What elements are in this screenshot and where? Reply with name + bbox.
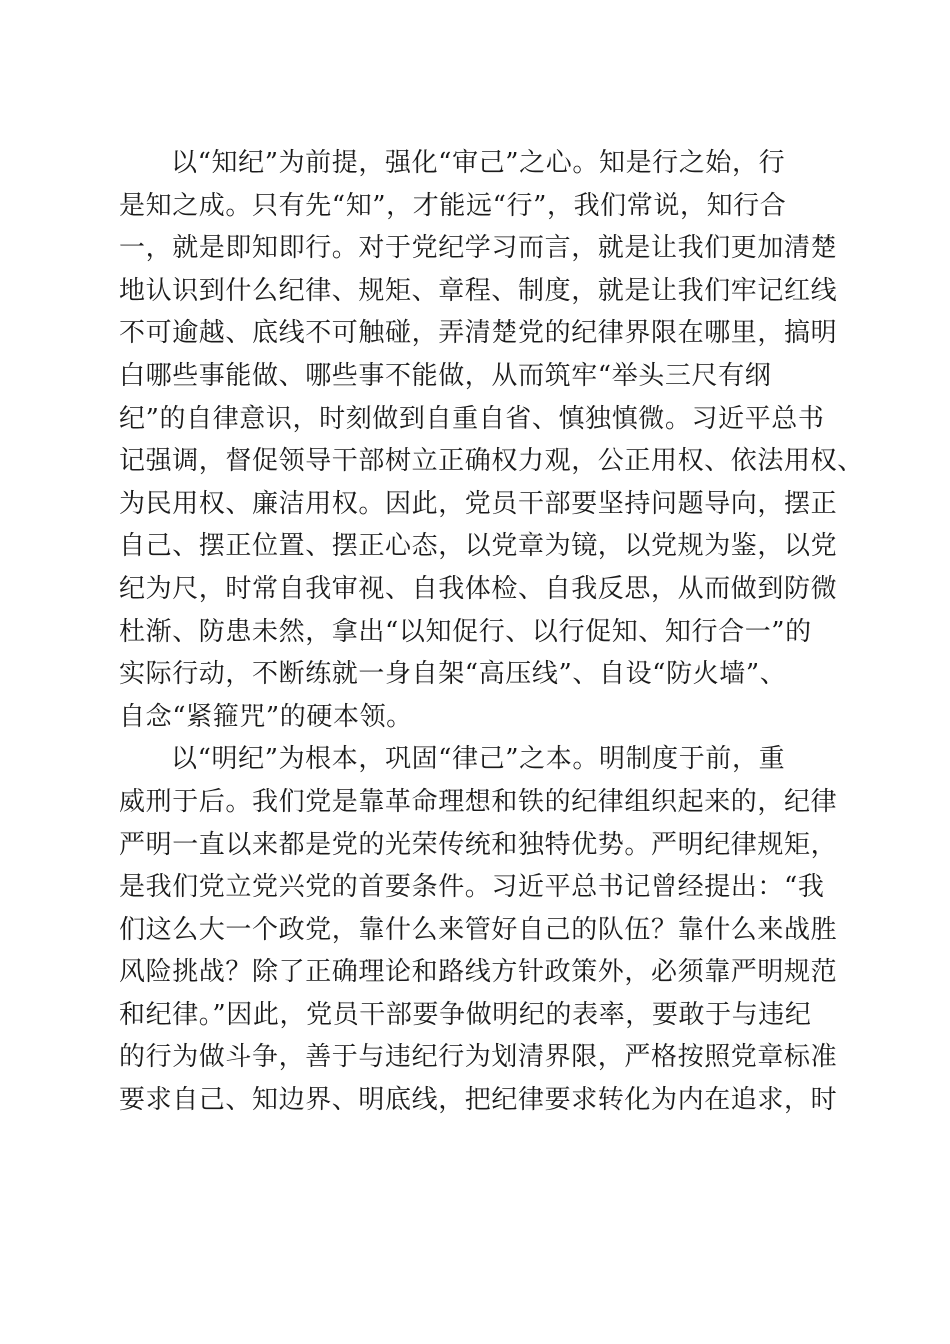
paragraph-2-line: 风险挑战？除了正确理论和路线方针政策外，必须靠严明规范 — [119, 957, 838, 988]
paragraph-1-line: 纪为尺，时常自我审视、自我体检、自我反思，从而做到防微 — [119, 573, 838, 604]
paragraph-1-line: 地认识到什么纪律、规矩、章程、制度，就是让我们牢记红线 — [119, 275, 838, 306]
paragraph-1-line: 白哪些事能做、哪些事不能做，从而筑牢“举头三尺有纲 — [119, 360, 772, 391]
paragraph-2-line: 严明一直以来都是党的光荣传统和独特优势。严明纪律规矩， — [119, 829, 838, 860]
paragraph-1-line: 纪”的自律意识，时刻做到自重自省、慎独慎微。习近平总书 — [119, 403, 825, 434]
paragraph-1-line: 记强调，督促领导干部树立正确权力观，公正用权、依法用权、 — [119, 446, 864, 477]
paragraph-1-line: 自己、摆正位置、摆正心态，以党章为镜，以党规为鉴，以党 — [119, 531, 838, 562]
paragraph-1-line: 以“知纪”为前提，强化“审己”之心。知是行之始，行 — [171, 148, 786, 178]
paragraph-2-line: 以“明纪”为根本，巩固“律己”之本。明制度于前，重 — [171, 744, 786, 775]
paragraph-2-line: 们这么大一个政党，靠什么来管好自己的队伍？靠什么来战胜 — [119, 914, 838, 945]
paragraph-2-line: 的行为做斗争，善于与违纪行为划清界限，严格按照党章标准 — [119, 1042, 838, 1073]
paragraph-2-line: 是我们党立党兴党的首要条件。习近平总书记曾经提出：“我 — [119, 872, 825, 903]
article-body — [119, 142, 864, 1122]
paragraph-1-line: 不可逾越、底线不可触碰，弄清楚党的纪律界限在哪里，搞明 — [119, 318, 838, 349]
paragraph-1-line: 自念“紧箍咒”的硬本领。 — [119, 701, 413, 732]
paragraph-2-line: 和纪律。”因此，党员干部要争做明纪的表率，要敢于与违纪 — [119, 999, 812, 1030]
paragraph-2-line: 要求自己、知边界、明底线，把纪律要求转化为内在追求，时 — [119, 1085, 838, 1116]
paragraph-1-line: 杜渐、防患未然，拿出“以知促行、以行促知、知行合一”的 — [119, 616, 812, 647]
paragraph-1-line: 实际行动，不断练就一身自架“高压线”、自设“防火墙”、 — [119, 659, 787, 690]
paragraph-1-line: 一，就是即知即行。对于党纪学习而言，就是让我们更加清楚 — [119, 233, 838, 264]
paragraph-1-line: 是知之成。只有先“知”，才能远“行”，我们常说，知行合 — [119, 190, 787, 221]
paragraph-2-line: 威刑于后。我们党是靠革命理想和铁的纪律组织起来的，纪律 — [119, 786, 838, 817]
paragraph-1-line: 为民用权、廉洁用权。因此，党员干部要坚持问题导向，摆正 — [119, 488, 838, 519]
